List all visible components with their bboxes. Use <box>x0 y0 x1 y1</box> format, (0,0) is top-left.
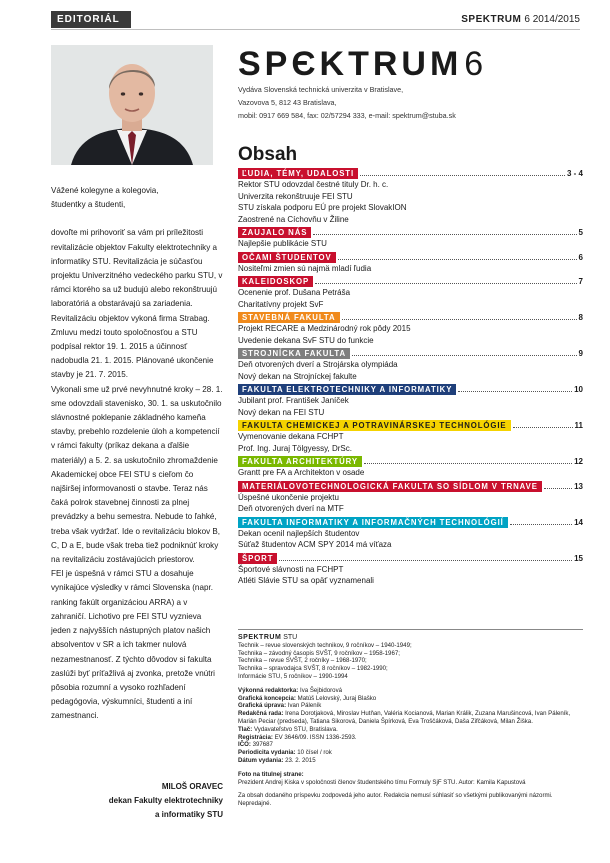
photo-credit-text: Prezident Andrej Kiska v spoločnosti členov študentského tímu Formuly SjF STU. Autor: Kamila Kapustová <box>238 778 526 786</box>
toc-leader-dots <box>513 427 573 428</box>
toc-page-number: 12 <box>574 457 583 466</box>
credit-key: Tlač: <box>238 725 253 733</box>
toc-section-label: ZAUJALO NÁS <box>238 227 311 238</box>
toc-article[interactable]: Charitatívny projekt SvF <box>238 299 324 309</box>
toc-section-label: FAKULTA ARCHITEKTÚRY <box>238 456 362 467</box>
editorial-paragraphs <box>51 226 223 723</box>
credit-value: Irena Dorotjaková, Miroslav Hutňan, Valéria Kocianová, Marian Králik, Zuzana Marušincová, Ivan Páleník, Marián Peciar (predseda), Tatiana Sikorová, Daniela Špírková, Eva Troščáková, Daša Zifčáková, Milan Žiška. <box>238 710 571 725</box>
greeting-line: Vážené kolegyne a kolegovia, <box>51 186 159 195</box>
credit-row <box>238 741 583 749</box>
masthead <box>238 47 483 122</box>
toc-section[interactable] <box>238 456 583 467</box>
toc-section-label: OČAMI ŠTUDENTOV <box>238 252 336 263</box>
credit-key: Redakčná rada: <box>238 710 284 718</box>
credit-value: 10 čísel / rok <box>297 749 332 757</box>
toc-article[interactable]: STU získala podporu EÚ pre projekt SlovakION <box>238 203 407 212</box>
history-line: Technik – revue slovenských technikov, 9 ročníkov – 1940-1949; <box>238 641 412 649</box>
publisher-address <box>238 83 483 122</box>
toc-article[interactable]: Športové slávnosti na FCHPT <box>238 564 344 574</box>
address-line: Vazovova 5, 812 43 Bratislava, <box>238 98 337 107</box>
paragraph: FEI je úspešná v rámci STU a dosahuje vynikajúce výsledky v rámci Slovenska (napr. ranking fakúlt organizáciou ARRA) a v zahraničí. Lichotivo pre FEI STU vyznieva jeden z najvyšších nástupných platov našich absolventov v SR a ich takmer nulová nezamestnanosť. Z týchto dôvodov si fakulta zaslúži byť príťažlivá aj zvonka, pretože vnútri pôsobia rozumní a vysoko rozhľadení pedagógovia, výskumníci, študenti a iní zamestnanci. <box>51 569 215 721</box>
logo-number: 6 <box>464 45 484 83</box>
toc-article[interactable]: Zaostrené na Cíchovňu v Žiline <box>238 214 349 224</box>
toc-leader-dots <box>364 463 572 464</box>
header-divider <box>51 29 580 30</box>
toc-section-label: STAVEBNÁ FAKULTA <box>238 312 340 323</box>
toc-section-label: MATERIÁLOVOTECHNOLOGICKÁ FAKULTA SO SÍDLOM V TRNAVE <box>238 481 542 492</box>
magazine-logo <box>238 47 483 81</box>
toc-leader-dots <box>279 560 572 561</box>
toc-article[interactable]: Deň otvorených dverí na MTF <box>238 504 344 513</box>
history-line: Technika – závodný časopis SVŠT, 9 ročníkov – 1958-1967; <box>238 649 400 657</box>
greeting <box>51 184 223 212</box>
credit-value: 23. 2. 2015 <box>285 756 316 764</box>
toc-leader-dots <box>342 319 577 320</box>
credit-key: Dátum vydania: <box>238 756 284 764</box>
credit-value: 397687 <box>252 741 273 749</box>
credit-key: Výkonná redaktorka: <box>238 686 299 694</box>
toc-section-label: ŠPORT <box>238 553 277 564</box>
toc-article[interactable]: Rektor STU odovzdal čestné tituly Dr. h. c. <box>238 180 389 189</box>
paragraph: Vykonali sme už prvé nevyhnutné kroky – 28. 1. sme odovzdali stavenisko, 30. 1. sa uskutočnilo slávnostné poklepanie základného kameňa stavby, prebehlo rozdelenie úloh a kompetencií v rámci fakulty (príkaz dekana a ďalšie materiály) a 5. 2. sa uskutočnilo zhromaždenie Akademickej obce FEI STU s cieľom čo najširšej informovanosti o stavbe. Teraz nás čaká polrok stavebnej činnosti za plnej prevádzky a behu semestra. Nebude to ľahké, treba však vydržať. Ide o revitalizáciu blokov B, C, D a E, bude však treba tiež podniknúť kroky na revitalizáciu zostávajúcich priestorov. <box>51 384 223 565</box>
contact-line: mobil: 0917 669 584, fax: 02/57294 333, e-mail: spektrum@stuba.sk <box>238 111 456 120</box>
toc-article[interactable]: Atléti Slávie STU sa opäť vyznamenali <box>238 576 374 585</box>
editorial-body <box>51 184 223 724</box>
credit-key: Grafická úprava: <box>238 702 287 710</box>
toc-article[interactable]: Uvedenie dekana SvF STU do funkcie <box>238 335 374 345</box>
toc-section-label: ĽUDIA, TÉMY, UDALOSTI <box>238 168 358 179</box>
credit-row <box>238 695 583 703</box>
toc-page-number: 8 <box>578 313 583 322</box>
toc-section[interactable] <box>238 553 583 564</box>
toc-page-number: 10 <box>574 385 583 394</box>
history-line: Technika – revue SVŠT, 2 ročníky – 1968-1970; <box>238 657 367 665</box>
signature-role: dekan Fakulty elektrotechniky <box>108 796 223 805</box>
signature <box>51 780 223 822</box>
issue-label <box>461 14 580 25</box>
toc-section[interactable] <box>238 312 583 323</box>
toc-section[interactable] <box>238 276 583 287</box>
toc-article[interactable]: Vymenovanie dekana FCHPT <box>238 432 344 441</box>
toc-section[interactable] <box>238 481 583 492</box>
address-line: Vydáva Slovenská technická univerzita v Bratislave, <box>238 85 404 94</box>
toc-leader-dots <box>458 391 572 392</box>
credit-row <box>238 757 583 765</box>
credit-value: Matúš Lelovský, Juraj Blaško <box>297 694 377 702</box>
section-tag: EDITORIÁL <box>51 11 131 28</box>
history-line: Technika – spravodajca SVŠT, 8 ročníkov – 1982-1990; <box>238 665 388 673</box>
signature-name: MILOŠ ORAVEC <box>161 782 223 791</box>
paragraph: dovoľte mi prihovoriť sa vám pri príležitosti revitalizácie objektov Fakulty elektrotechniky a informatiky STU. Revitalizácia je súčasťou projektu Univerzitného vedeckého parku STU, v rámci ktorého sa už budujú alebo rekonštruujú laboratóriá a obstarávajú sa zariadenia. Revitalizáciu objektov vykoná firma Strabag. Zmluvu medzi touto spoločnosťou a STU podpísal rektor 19. 1. 2015 a účinnosť nadobudla 21. 1. 2015. Plánované ukončenie stavby je 21. 7. 2015. <box>51 228 223 380</box>
brand-suffix: STU <box>283 634 298 641</box>
toc-leader-dots <box>544 488 572 489</box>
credit-value: Ivan Páleník <box>287 702 322 710</box>
toc-page-number: 7 <box>578 277 583 286</box>
toc-section-label: KALEIDOSKOP <box>238 276 313 287</box>
toc-article[interactable]: Úspešné ukončenie projektu <box>238 492 339 502</box>
toc-page-number: 6 <box>578 252 583 262</box>
toc-article[interactable]: Dekan ocenil najlepších študentov <box>238 528 360 538</box>
credit-row <box>238 710 583 726</box>
toc-leader-dots <box>315 283 576 284</box>
disclaimer: Za obsah dodaného príspevku zodpovedá jeho autor. Redakcia nemusí súhlasiť so všetkými publikovanými názormi. Nepredajné. <box>238 792 553 808</box>
toc-page-number: 14 <box>574 517 583 527</box>
logo-text: SPЄKTRUM <box>238 45 463 83</box>
credits <box>238 687 583 765</box>
contents-title: Obsah <box>238 144 298 165</box>
history-line: Informácie STU, 5 ročníkov – 1990-1994 <box>238 672 348 680</box>
toc-leader-dots <box>360 175 565 176</box>
toc-article[interactable]: Deň otvorených dverí a Strojárska olympiáda <box>238 360 398 369</box>
toc-section-label: FAKULTA ELEKTROTECHNIKY A INFORMATIKY <box>238 384 456 395</box>
toc-page-number: 3 - 4 <box>566 169 583 178</box>
credit-row <box>238 734 583 742</box>
toc-page-number: 13 <box>574 481 583 491</box>
toc-article[interactable]: Prof. Ing. Juraj Tölgyessy, DrSc. <box>238 443 352 453</box>
toc-section[interactable] <box>238 420 583 431</box>
toc-article[interactable]: Ocenenie prof. Dušana Petráša <box>238 288 351 297</box>
toc-article[interactable]: Nový dekan na Strojníckej fakulte <box>238 371 357 381</box>
credit-key: Periodicita vydania: <box>238 749 296 757</box>
toc-section[interactable] <box>238 384 583 395</box>
toc-section[interactable] <box>238 252 583 263</box>
toc-section[interactable] <box>238 227 583 238</box>
toc-article[interactable]: Nový dekan na FEI STU <box>238 407 325 417</box>
toc-article[interactable]: Grantt pre FA a Architekton v osade <box>238 468 365 477</box>
signature-role: a informatiky STU <box>154 810 223 819</box>
toc-section[interactable] <box>238 168 583 179</box>
toc-section-label: STROJNÍCKA FAKULTA <box>238 348 350 359</box>
toc-leader-dots <box>352 355 577 356</box>
toc-section-label: FAKULTA CHEMICKEJ A POTRAVINÁRSKEJ TECHNOLÓGIE <box>238 420 511 431</box>
toc-article[interactable]: Jubilant prof. František Janíček <box>238 396 349 405</box>
portrait-illustration <box>51 45 213 165</box>
toc-page-number: 11 <box>574 421 583 430</box>
photo-credit-label: Foto na titulnej strane: <box>238 770 304 778</box>
toc-page-number: 9 <box>578 349 583 358</box>
toc-section[interactable] <box>238 517 583 528</box>
credit-key: Registrácia: <box>238 733 273 741</box>
toc-article[interactable]: Projekt RECARE a Medzinárodný rok pôdy 2015 <box>238 324 411 333</box>
toc-section[interactable] <box>238 348 583 359</box>
toc-leader-dots <box>338 259 577 260</box>
credit-row <box>238 726 583 734</box>
credit-value: Iva Šejbidorová <box>300 686 343 694</box>
colophon-divider <box>238 629 583 630</box>
toc-section-label: FAKULTA INFORMATIKY A INFORMAČNÝCH TECHNOLÓGIÍ <box>238 517 508 528</box>
credit-value: Vydavateľstvo STU, Bratislava. <box>253 725 338 733</box>
toc-page-number: 15 <box>574 553 583 563</box>
colophon <box>238 629 583 808</box>
toc-article[interactable]: Nositeľmi zmien sú najmä mladí ľudia <box>238 263 372 273</box>
credit-row <box>238 749 583 757</box>
magazine-name: SPEKTRUM <box>461 14 522 25</box>
toc-leader-dots <box>510 524 572 525</box>
toc-article[interactable]: Univerzita rekonštruuje FEI STU <box>238 191 353 201</box>
table-of-contents <box>238 166 583 587</box>
colophon-brand <box>238 634 583 642</box>
credit-row <box>238 687 583 695</box>
issue-number: 6 2014/2015 <box>524 14 580 25</box>
toc-leader-dots <box>313 234 576 235</box>
credit-value: EV 3646/09. ISSN 1336-2593. <box>274 733 357 741</box>
credit-key: IČO: <box>238 741 251 749</box>
greeting-line: študentky a študenti, <box>51 200 126 210</box>
toc-article[interactable]: Súťaž študentov ACM SPY 2014 má víťaza <box>238 540 392 549</box>
toc-article[interactable]: Najlepšie publikácie STU <box>238 239 327 248</box>
credit-key: Grafická koncepcia: <box>238 694 296 702</box>
brand-name: SPEKTRUM <box>238 634 282 641</box>
credit-row <box>238 702 583 710</box>
author-portrait <box>51 45 213 165</box>
toc-page-number: 5 <box>578 228 583 237</box>
photo-credit <box>238 771 583 779</box>
